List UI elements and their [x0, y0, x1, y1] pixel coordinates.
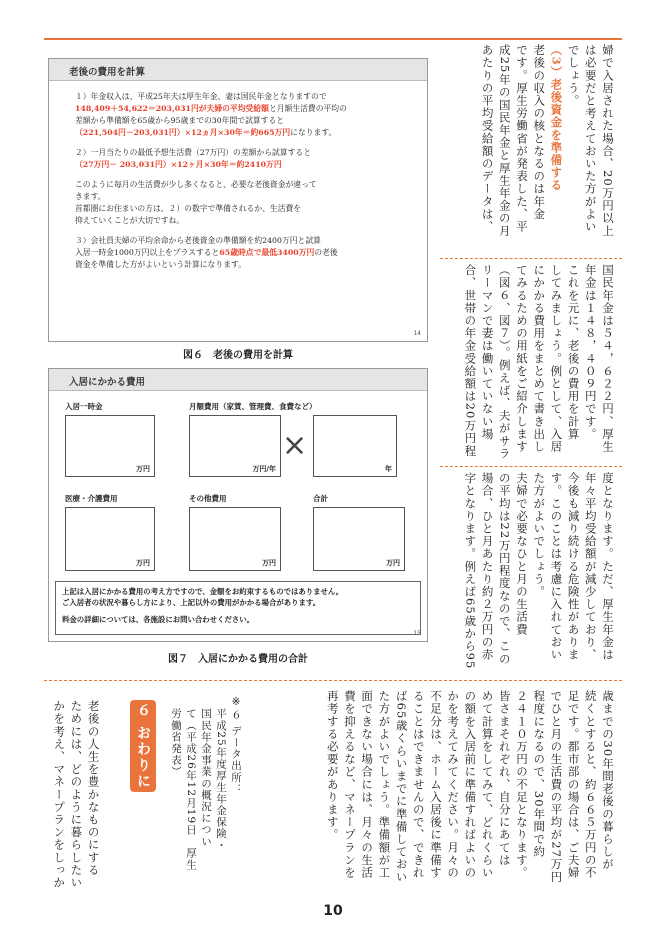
slide-number: 15	[413, 630, 421, 637]
text-line: 再考する必要があります。	[325, 690, 340, 842]
text-line: あたりの平均受給額のデータは、	[480, 44, 495, 233]
text-line: 合、世帯の年金受給額は20万円程	[463, 264, 478, 458]
label-medical-care: 医療・介護費用	[65, 494, 118, 503]
footnote-line: 国民年金事業の概況につい	[200, 708, 212, 848]
fig6-line: と月額生活費の平均の	[268, 104, 347, 113]
box-total	[313, 507, 405, 571]
text-line: ためには、どのように暮らしたい	[69, 700, 84, 889]
text-line: リーマンで妻は働いていない場	[480, 264, 495, 441]
text-line: てみるための用紙をご紹介します	[514, 264, 529, 453]
text-line: 婦で入居された場合、20万円以上	[601, 44, 615, 238]
footnote-line: ※６ データ出所：	[230, 696, 242, 795]
section-divider	[44, 680, 622, 681]
body-text-middle	[461, 264, 616, 462]
fig6-line: このように毎月の生活費が少し多くなると、必要な老後資金が違って	[75, 180, 317, 189]
figure-6-body	[49, 81, 427, 271]
label-total: 合計	[313, 494, 328, 503]
box-years	[313, 415, 397, 477]
text-line: でひと月の生活費の平均が27万円	[549, 690, 564, 884]
fig6-highlight: 148,409＋54,622＝203,031円が夫婦の平均受給額	[75, 104, 269, 113]
figure-7-header: 入居にかかる費用	[49, 369, 427, 391]
figure-6-header: 老後の費用を計算	[49, 59, 427, 81]
figure-7	[48, 368, 428, 642]
fig6-highlight: 65歳時点で最低3400万円	[219, 248, 315, 257]
footnote-line: て（平成26年12月19日 厚生	[185, 708, 197, 871]
text-line: た方がよいでしょう。	[532, 472, 547, 598]
column-divider	[440, 258, 622, 259]
unit-label: 万円/年	[252, 465, 276, 473]
fig6-line: の老後	[314, 248, 338, 257]
conclusion-text	[50, 700, 102, 890]
text-line: これを元に、老後の費用を計算	[566, 264, 581, 441]
text-line: 年金は１４８，４０９円です。	[583, 264, 598, 441]
column-divider	[440, 466, 622, 467]
box-monthly-cost	[189, 415, 281, 477]
times-sign: ×	[282, 428, 308, 463]
text-line: ２４１０万円の不足となります。	[514, 690, 529, 879]
fig6-line: 資金を準備した方がよいという計算になります。	[75, 260, 246, 269]
fig6-line: １）年金収入は、平成25年夫は厚生年金、妻は国民年金となりますので	[75, 92, 327, 101]
text-line: 字となります。例えば65歳から95	[463, 472, 478, 670]
note-line: 料金の詳細については、各施設にお問い合わせください。	[62, 615, 255, 624]
slide-number: 14	[413, 330, 421, 337]
fig6-line: 差額から準備額を65歳から95歳までの30年間で試算すると	[75, 116, 285, 125]
text-line: 皆さまそれぞれ、自分にあては	[497, 690, 512, 867]
unit-label: 年	[385, 465, 392, 473]
top-rule	[44, 38, 622, 40]
text-line: 老後の人生を豊かなものにする	[86, 700, 101, 877]
footnote-line: 平成25年度厚生年金保険・	[215, 708, 227, 852]
text-line: 老後の収入の核となるのは年金	[532, 44, 547, 221]
text-line: の額を入居前に準備すればよいの	[463, 690, 478, 879]
figure-6	[48, 58, 428, 342]
text-line: ることはできませんので、できれ	[411, 690, 426, 879]
fig6-line: きます。	[75, 192, 106, 201]
footnote-line: 労働省発表）	[170, 708, 182, 778]
text-line: は必要だと考えておいた方がよい	[583, 44, 598, 233]
body-text-bottom	[324, 690, 616, 886]
text-line: た方がよいでしょう。準備額が工	[377, 690, 392, 879]
text-line: めて計算をしてみて、どれくらい	[480, 690, 495, 879]
text-line: 費を抑えるなど、マネープランを	[342, 690, 357, 879]
note-line: 上記は入居にかかる費用の考え方ですので、金額をお約束するものではありません。	[62, 587, 344, 596]
figure-7-note	[55, 581, 421, 635]
text-line: 面できない場合には、月々の生活	[360, 690, 375, 879]
fig6-line: ２）一月当たりの最低予想生活費（27万円）の差額から試算すると	[75, 148, 312, 157]
text-line: 不足分は、ホーム入居後に準備す	[428, 690, 443, 879]
text-line: 程度になるので、30年間で約	[532, 690, 547, 859]
text-line: にかかる費用をまとめて書き出し	[532, 264, 547, 453]
text-line: 度となります。ただ、厚生年金は	[601, 472, 615, 661]
fig6-line: 首都圏にお住まいの方は、２）の数字で準備されるか、生活費を	[75, 204, 302, 213]
section-heading-badge: ６ おわりに	[130, 700, 156, 792]
fig6-line: 抑えていくことが大切ですね。	[75, 216, 185, 225]
fig6-highlight: （221,504円－203,031円）×12ヵ月×30年＝約665万円	[75, 128, 291, 137]
label-other-costs: その他費用	[189, 494, 227, 503]
fig6-highlight: （27万円－ 203,031円）×12ヶ月×30年＝約2410万円	[75, 160, 282, 169]
unit-label: 万円	[136, 465, 150, 473]
page-number: 10	[323, 903, 343, 919]
text-line: 国民年金は５４，６２２円、厚生	[601, 264, 615, 453]
fig6-line: ３）会社員夫婦の平均余命から老後資金の準備額を約2400万円と試算	[75, 236, 321, 245]
footnote	[168, 696, 243, 876]
label-lump-sum: 入居一時金	[65, 402, 103, 411]
box-other-costs	[189, 507, 281, 571]
text-line: 年々平均受給額が減少しており、	[583, 472, 598, 661]
text-line: 場合、ひと月あたり約２万円の赤	[480, 472, 495, 661]
body-text-upper	[478, 44, 616, 254]
fig6-line: 入居一時金1000万円以上をプラスすると	[75, 248, 220, 257]
text-line: （図６、図７）。例えば、夫がサラ	[497, 264, 512, 460]
figure-7-caption: 図７ 入居にかかる費用の合計	[168, 654, 308, 665]
text-line: してみましょう。例として、入居	[549, 264, 564, 453]
text-line: でしょう。	[566, 44, 581, 107]
text-line: 今後も減り続ける危険性がありま	[566, 472, 581, 661]
text-line: かを考えてみてください。月々の	[446, 690, 461, 879]
text-line: 続くとすると、約６６５万円の不	[583, 690, 598, 879]
note-line: ご入居者の状況や暮らし方により、上記以外の費用がかかる場合があります。	[62, 598, 321, 607]
text-line: 足です。都市部の場合は、ご夫婦	[566, 690, 581, 879]
text-line: の平均は22万円程度なので、この	[497, 472, 512, 666]
text-line: かを考え、マネープランをしっか	[52, 700, 67, 889]
figure-6-caption: 図６ 老後の費用を計算	[183, 350, 293, 361]
section-heading: （3）老後資金を準備する	[549, 44, 564, 192]
text-line: 夫婦で必要なひと月の生活費	[514, 472, 529, 636]
text-line: 歳までの30年間老後の暮らしが	[601, 690, 615, 871]
label-monthly-cost: 月額費用（家賃、管理費、食費など）	[189, 402, 317, 411]
box-medical-care	[65, 507, 155, 571]
unit-label: 万円	[136, 559, 150, 567]
unit-label: 万円	[386, 559, 400, 567]
text-line: す。このことは考慮に入れておい	[549, 472, 564, 661]
body-text-lower	[461, 472, 616, 670]
unit-label: 万円	[262, 559, 276, 567]
text-line: です。厚生労働省が発表した、平	[514, 44, 529, 233]
fig6-line: になります。	[290, 128, 337, 137]
box-lump-sum	[65, 415, 155, 477]
text-line: 成25年の国民年金と厚生年金の月	[497, 44, 512, 238]
text-line: ば65歳くらいまでに準備しておい	[394, 690, 409, 884]
